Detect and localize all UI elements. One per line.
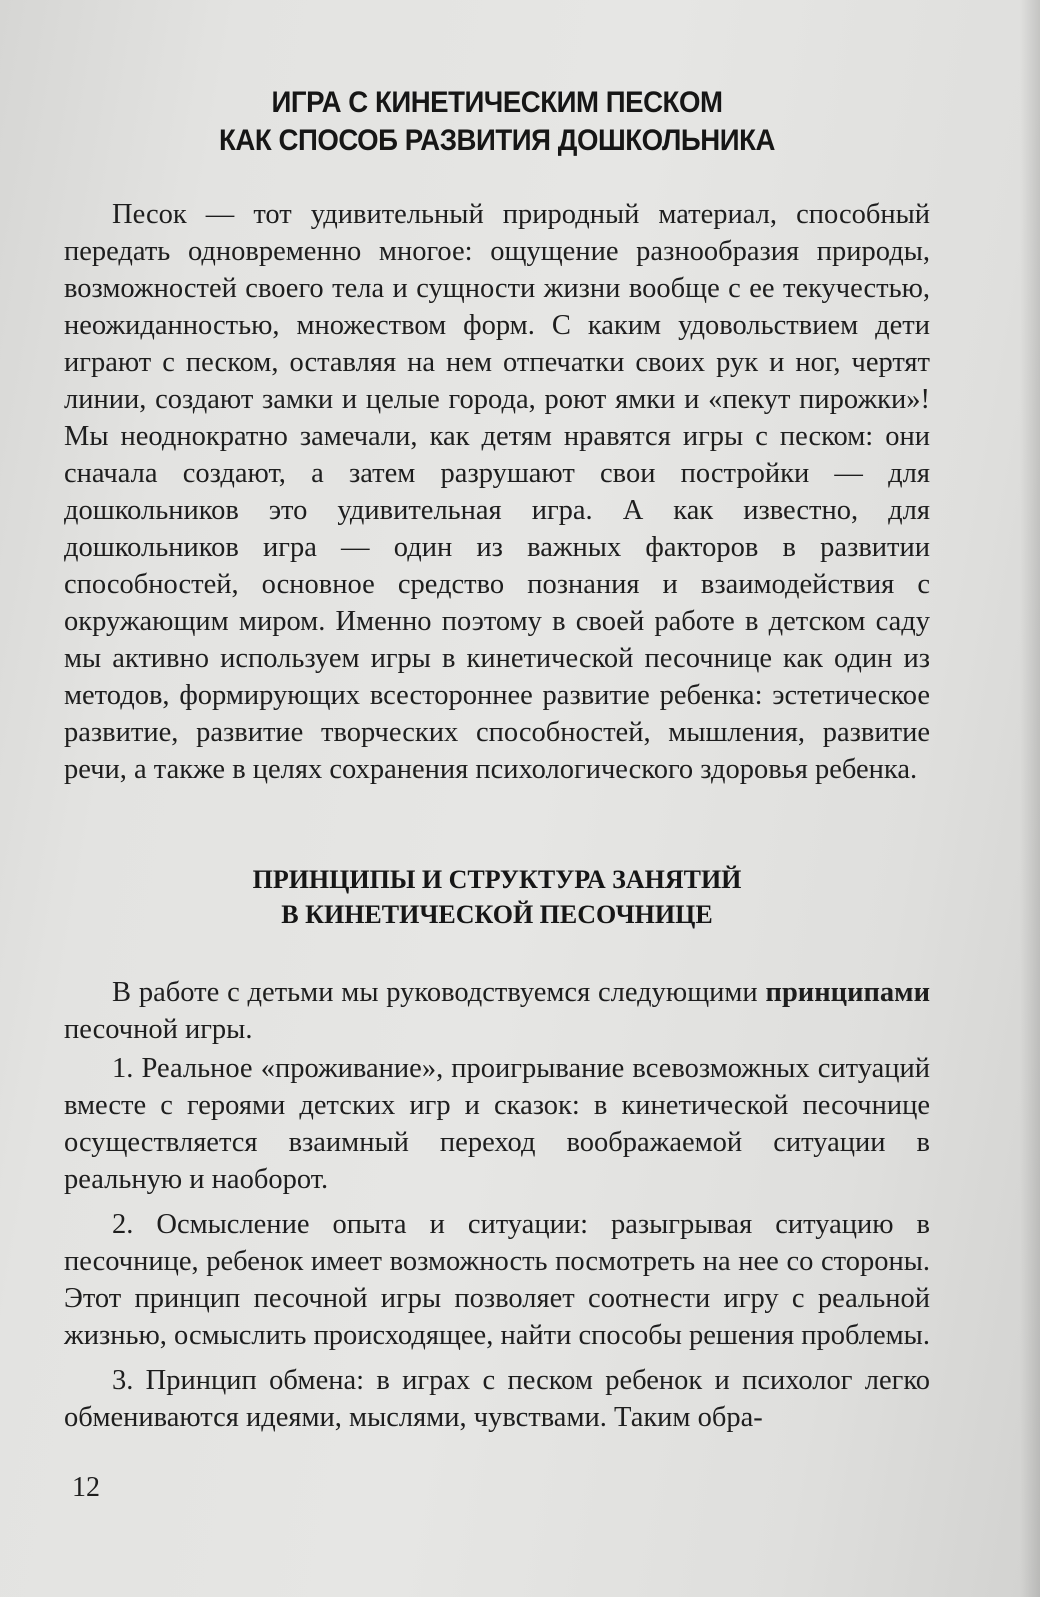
lead-text-before: В работе с детьми мы руководствуемся следующими <box>112 977 766 1008</box>
principles-lead-paragraph <box>64 974 930 1048</box>
chapter-title <box>99 84 896 160</box>
page-number: 12 <box>72 1472 100 1503</box>
page-content <box>64 84 930 1436</box>
page-edge-shadow <box>1020 0 1040 1597</box>
section-title <box>64 862 930 932</box>
principle-item-3: 3. Принцип обмена: в играх с песком ребенок и психолог легко обмениваются идеями, мыслями, чувствами. Таким обра- <box>64 1365 930 1433</box>
lead-text-bold: принципами <box>765 977 930 1008</box>
lead-text-after: песочной игры. <box>64 1014 253 1045</box>
section-title-line-1: ПРИНЦИПЫ И СТРУКТУРА ЗАНЯТИЙ <box>252 865 742 894</box>
chapter-title-line-1: ИГРА С КИНЕТИЧЕСКИМ ПЕСКОМ <box>271 86 723 119</box>
intro-paragraph: Песок — тот удивительный природный материал, способный передать одновременно многое: ощущение разнообразия природы, возможностей своего тела и сущности жизни вообще с ее текучестью, неожиданностью, множеством форм. С каким удовольствием дети играют с песком, оставляя на нем отпечатки своих рук и ног, чертят линии, создают замки и целые города, роют ямки и «пекут пирожки»! Мы неоднократно замечали, как детям нравятся игры с песком: они сначала создают, а затем разрушают свои постройки — для дошкольников это удивительная игра. А как известно, для дошкольников игра — один из важных факторов в развитии способностей, основное средство познания и взаимодействия с окружающим миром. Именно поэтому в своей работе в детском саду мы активно используем игры в кинетической песочнице как один из методов, формирующих всестороннее развитие ребенка: эстетическое развитие, развитие творческих способностей, мышления, развитие речи, а также в целях сохранения психологического здоровья ребенка. <box>64 199 930 785</box>
chapter-title-line-2: КАК СПОСОБ РАЗВИТИЯ ДОШКОЛЬНИКА <box>219 124 775 157</box>
principle-item-1: 1. Реальное «проживание», проигрывание всевозможных ситуаций вместе с героями детских игр и сказок: в кинетической песочнице осуществляется взаимный переход воображаемой ситуации в реальную и наоборот. <box>64 1053 930 1195</box>
section-title-line-2: В КИНЕТИЧЕСКОЙ ПЕСОЧНИЦЕ <box>281 900 713 929</box>
principle-item-2: 2. Осмысление опыта и ситуации: разыгрывая ситуацию в песочнице, ребенок имеет возможность посмотреть на нее со стороны. Этот принцип песочной игры позволяет соотнести игру с реальной жизнью, осмыслить происходящее, найти способы решения проблемы. <box>64 1209 930 1351</box>
